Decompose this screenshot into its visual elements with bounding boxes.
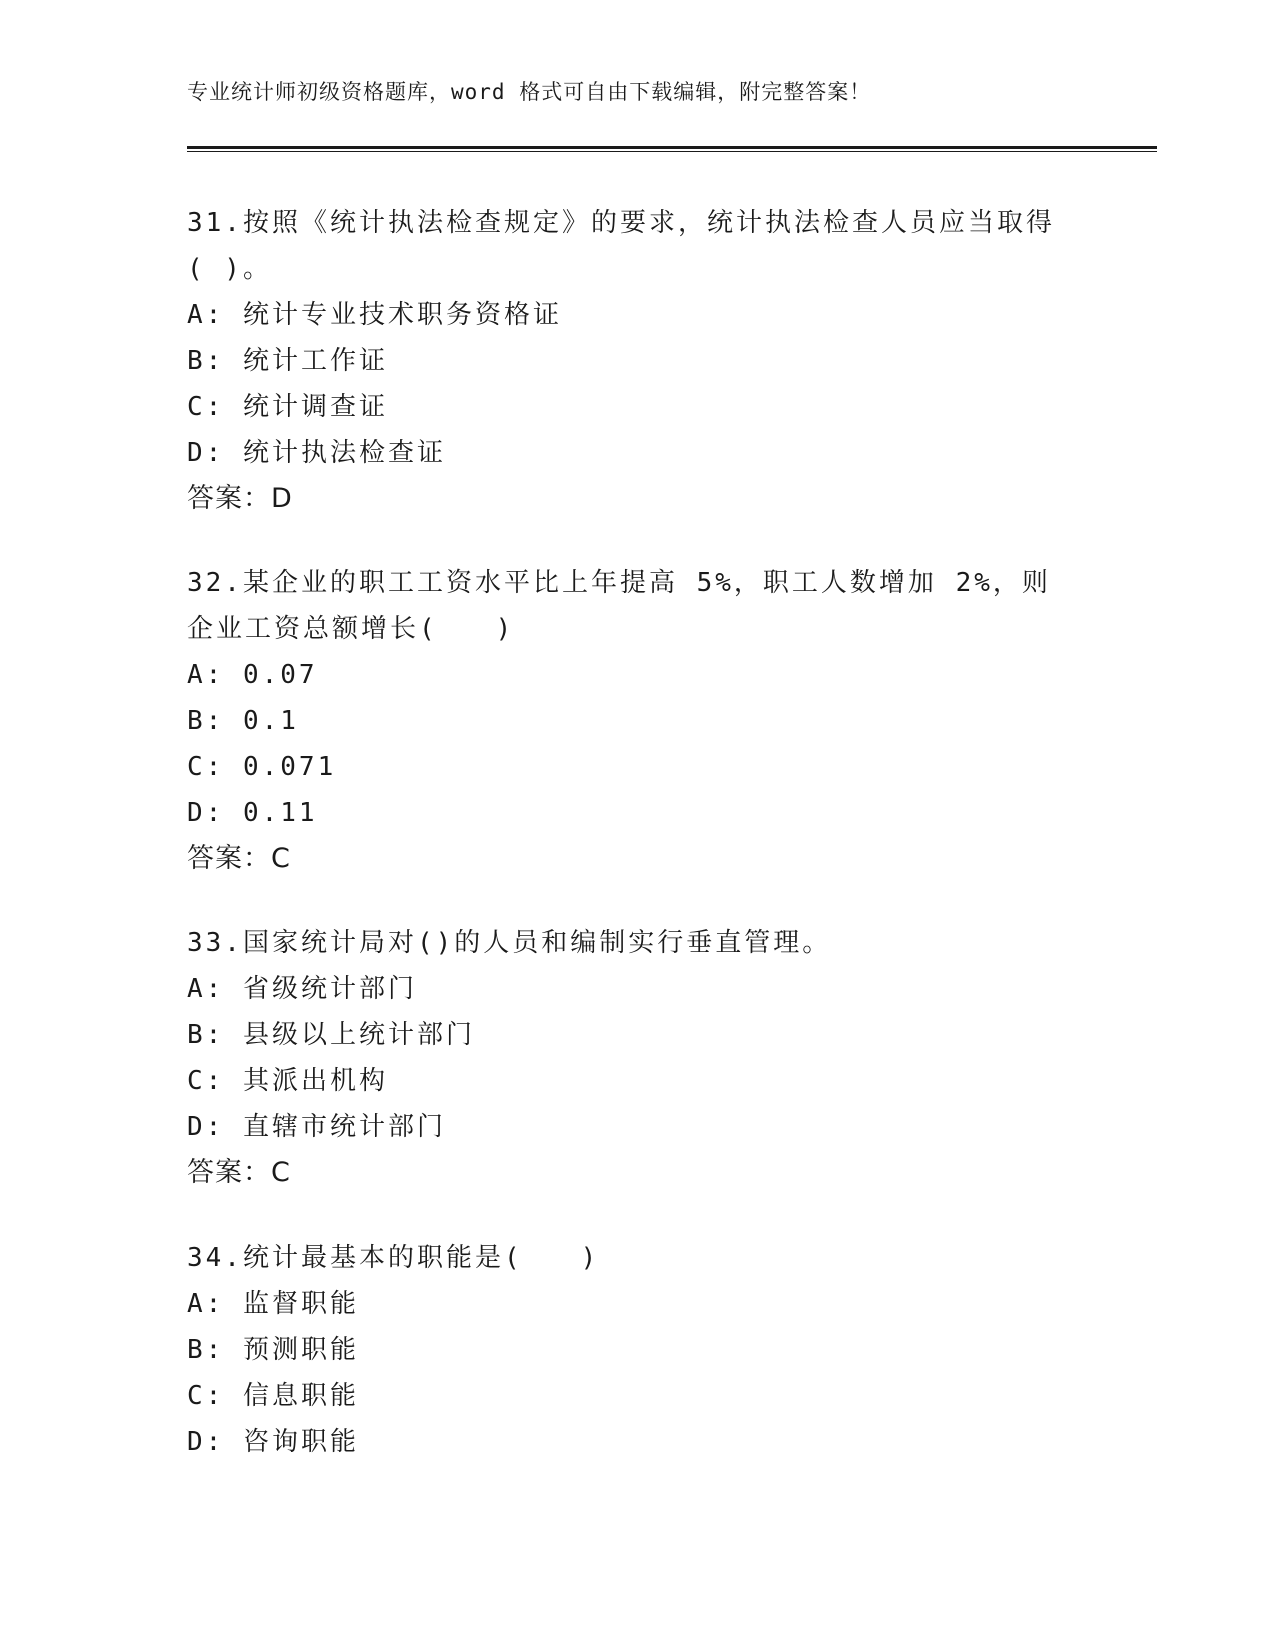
- option-a: A: 0.07: [187, 660, 318, 690]
- question-32: [187, 560, 1067, 882]
- option-c: C: 其派出机构: [187, 1066, 388, 1096]
- option-b: B: 预测职能: [187, 1335, 359, 1365]
- question-stem: 33.国家统计局对()的人员和编制实行垂直管理。: [187, 928, 832, 958]
- header-divider: [187, 146, 1157, 152]
- option-c: C: 0.071: [187, 752, 337, 782]
- option-b: B: 统计工作证: [187, 346, 388, 376]
- option-b: B: 县级以上统计部门: [187, 1020, 475, 1050]
- answer: 答案：C: [187, 1157, 291, 1188]
- question-34: [187, 1235, 1067, 1465]
- option-a: A: 监督职能: [187, 1289, 359, 1319]
- option-b: B: 0.1: [187, 706, 299, 736]
- question-33: [187, 920, 1067, 1196]
- answer: 答案：C: [187, 843, 291, 874]
- page-header: 专业统计师初级资格题库，word 格式可自由下载编辑，附完整答案！: [187, 80, 872, 104]
- option-a: A: 省级统计部门: [187, 974, 417, 1004]
- question-stem: 32.某企业的职工工资水平比上年提高 5%，职工人数增加 2%，则企业工资总额增长( ): [187, 568, 1051, 644]
- option-d: D: 咨询职能: [187, 1427, 359, 1457]
- option-d: D: 统计执法检查证: [187, 438, 446, 468]
- option-c: C: 信息职能: [187, 1381, 359, 1411]
- question-stem: 34.统计最基本的职能是( ): [187, 1243, 600, 1273]
- answer: 答案：D: [187, 483, 293, 514]
- option-d: D: 0.11: [187, 798, 318, 828]
- option-d: D: 直辖市统计部门: [187, 1112, 446, 1142]
- option-a: A: 统计专业技术职务资格证: [187, 300, 562, 330]
- option-c: C: 统计调查证: [187, 392, 388, 422]
- question-31: [187, 200, 1067, 522]
- question-stem: 31.按照《统计执法检查规定》的要求，统计执法检查人员应当取得( )。: [187, 208, 1055, 284]
